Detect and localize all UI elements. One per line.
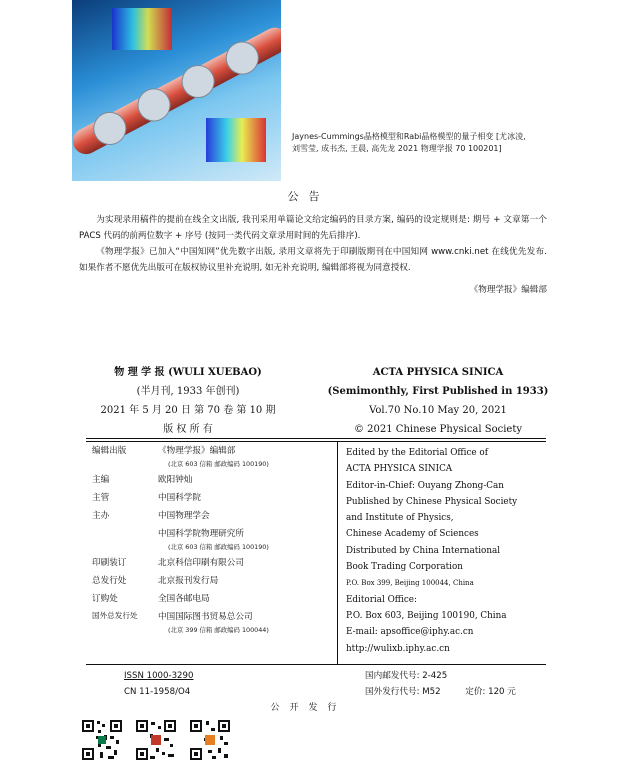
info-line: E-mail: apsoffice@iphy.ac.cn <box>346 627 474 638</box>
masthead-en-title: ACTA PHYSICA SINICA <box>372 367 504 378</box>
info-label: 国外总发行处 <box>92 611 138 620</box>
info-line: Editorial Office: <box>346 594 417 605</box>
qr-code-icon <box>80 718 124 762</box>
info-line: P.O. Box 399, Beijing 100044, China <box>346 579 474 588</box>
masthead-cn-frequency: (半月刊, 1933 年创刊) <box>136 386 240 397</box>
notice-paragraph: 为实现录用稿件的提前在线全文出版, 我刊采用单篇论文给定编码的目录方案, 编码的设定规则是: 期号 + 文章第一个 PACS 代码的前两位数字 + 序号 (按同一类代码文章录用时间的先后排序). <box>79 215 547 241</box>
info-value: 《物理学报》编辑部 <box>158 446 236 456</box>
info-value: 北京科信印刷有限公司 <box>158 558 244 568</box>
divider-bottom <box>86 664 546 665</box>
info-value: 欧阳钟灿 <box>158 475 193 485</box>
info-line: Book Trading Corporation <box>346 562 463 573</box>
price: 定价: 120 元 <box>465 687 516 697</box>
info-label: 编辑出版 <box>92 446 127 456</box>
info-value: 中国国际图书贸易总公司 <box>158 612 253 622</box>
info-row <box>92 509 336 527</box>
info-sub: (北京 603 信箱 邮政编码 100190) <box>168 543 269 551</box>
domestic-code: 国内邮发代号: 2-425 <box>365 671 448 681</box>
masthead-en-date: Vol.70 No.10 May 20, 2021 <box>369 405 507 416</box>
info-line: http://wulixb.iphy.ac.cn <box>346 643 450 654</box>
info-label: 主编 <box>92 475 110 485</box>
info-label: 订购处 <box>92 594 118 604</box>
info-value: 全国各邮电局 <box>158 594 210 604</box>
divider-top-double <box>86 441 546 442</box>
publication-info-english <box>346 445 546 657</box>
cover-image <box>72 0 281 181</box>
qr-code-icon <box>188 718 232 762</box>
foreign-code: 国外发行代号: M52 <box>365 687 441 697</box>
info-value: 北京报刊发行局 <box>158 576 219 586</box>
info-row <box>92 556 336 574</box>
public-distribution: 公开发行 <box>270 703 347 713</box>
issn-number: ISSN 1000-3290 <box>124 671 194 681</box>
masthead-en-frequency: (Semimonthly, First Published in 1933) <box>327 386 549 397</box>
info-value: 中国科学院 <box>158 493 201 503</box>
info-row <box>92 592 336 610</box>
masthead-english <box>326 363 550 439</box>
info-row <box>92 473 336 491</box>
masthead-cn-date: 2021 年 5 月 20 日 第 70 卷 第 10 期 <box>100 405 276 416</box>
issn-block <box>124 668 193 700</box>
publication-info-chinese <box>92 444 336 639</box>
cover-illustration <box>72 0 281 181</box>
info-line: Chinese Academy of Sciences <box>346 529 479 540</box>
info-label: 主办 <box>92 511 110 521</box>
notice-body <box>79 212 547 298</box>
info-label: 总发行处 <box>92 576 127 586</box>
info-line: Editor-in-Chief: Ouyang Zhong-Can <box>346 480 504 491</box>
info-line: Published by Chinese Physical Society <box>346 496 518 507</box>
info-label: 印刷装订 <box>92 558 127 568</box>
info-label: 主管 <box>92 493 110 503</box>
masthead-cn-title: 物 理 学 报 (WULI XUEBAO) <box>114 367 262 378</box>
postal-codes <box>365 668 516 700</box>
cover-caption: Jaynes-Cummings晶格模型和Rabi晶格模型的量子相变 [尤冰凌, 刘雪莹, 成书杰, 王晨, 高先龙 2021 物理学报 70 100201] <box>292 132 526 153</box>
masthead-cn-rights: 版 权 所 有 <box>163 424 213 435</box>
notice-signature: 《物理学报》编辑部 <box>469 285 547 295</box>
notice-title: 公告 <box>287 190 330 203</box>
masthead-en-rights: © 2021 Chinese Physical Society <box>353 424 523 435</box>
notice-paragraph: 《物理学报》已加入“中国知网”优先数字出版, 录用文章将先于印刷版期刊在中国知网 www.cnki.net 在线优先发布. 如果作者不愿优先出版可在版权协议里补充说明, 如无补充说明, 编辑部将视为同意授权. <box>79 247 547 273</box>
info-row <box>92 491 336 509</box>
info-value: 中国物理学会 <box>158 511 210 521</box>
info-line: and Institute of Physics, <box>346 513 454 524</box>
info-line: ACTA PHYSICA SINICA <box>346 464 453 475</box>
info-line: Distributed by China International <box>346 545 501 556</box>
info-sub: (北京 603 信箱 邮政编码 100190) <box>168 460 269 468</box>
qr-code-icon <box>134 718 178 762</box>
info-row <box>92 574 336 592</box>
info-line: Edited by the Editorial Office of <box>346 448 488 458</box>
info-sub: (北京 399 信箱 邮政编码 100044) <box>168 626 269 634</box>
info-line: P.O. Box 603, Beijing 100190, China <box>346 610 507 621</box>
divider-top <box>86 438 546 439</box>
cn-number: CN 11-1958/O4 <box>124 687 191 697</box>
divider-vertical <box>337 441 338 664</box>
masthead-chinese <box>88 363 288 439</box>
info-value: 中国科学院物理研究所 <box>158 529 244 539</box>
